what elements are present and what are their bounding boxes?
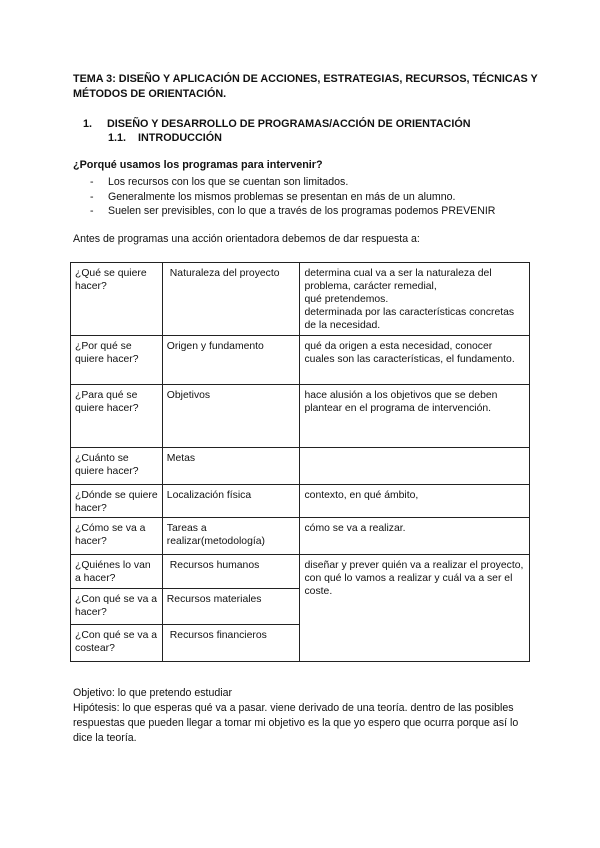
list-item-text: Los recursos con los que se cuentan son limitados.: [108, 176, 349, 188]
dash-bullet: -: [90, 176, 94, 188]
description-cell-merged: diseñar y prever quién va a realizar el proyecto, con qué lo vamos a realizar y cuál va a ser el coste.: [300, 555, 530, 662]
objetivo-note: Objetivo: lo que pretendo estudiar: [73, 687, 233, 699]
concept-cell: Recursos humanos: [162, 555, 300, 589]
concept-cell: Origen y fundamento: [162, 336, 300, 385]
concept-cell: Recursos materiales: [162, 589, 300, 625]
dash-bullet: -: [90, 190, 94, 203]
question-cell: ¿Con qué se va a costear?: [71, 625, 163, 662]
table-row: [71, 518, 530, 555]
table-row: [71, 555, 530, 589]
description-cell: cómo se va a realizar.: [300, 518, 530, 555]
list-item-text: Generalmente los mismos problemas se presentan en más de un alumno.: [108, 190, 456, 203]
concept-cell: Localización física: [162, 485, 300, 518]
question-heading: ¿Porqué usamos los programas para intervenir?: [73, 159, 323, 171]
description-cell: qué da origen a esta necesidad, conocer cuales son las características, el fundamento.: [300, 336, 530, 385]
table-row: [71, 263, 530, 336]
table-row: [71, 336, 530, 385]
section-number: 1.: [83, 118, 93, 130]
planning-table: [70, 262, 530, 662]
list-item: [90, 175, 495, 189]
notes-section: [73, 686, 533, 746]
description-cell: [300, 448, 530, 485]
subsection-number: 1.1.: [108, 132, 127, 144]
subsection-heading-text: INTRODUCCIÓN: [138, 132, 222, 144]
dash-bullet: -: [90, 205, 94, 217]
question-cell: ¿Con qué se va a hacer?: [71, 589, 163, 625]
question-cell: ¿Quiénes lo van a hacer?: [71, 555, 163, 589]
section-heading: [83, 117, 471, 131]
reasons-list: [90, 175, 495, 219]
concept-cell: Tareas a realizar(metodología): [162, 518, 300, 555]
section-heading-text: DISEÑO Y DESARROLLO DE PROGRAMAS/ACCIÓN DE ORIENTACIÓN: [107, 118, 471, 130]
table-row: [71, 385, 530, 448]
description-cell: hace alusión a los objetivos que se deben plantear en el programa de intervención.: [300, 385, 530, 448]
question-cell: ¿Qué se quiere hacer?: [71, 263, 163, 336]
question-cell: ¿Dónde se quiere hacer?: [71, 485, 163, 518]
list-item-text: Suelen ser previsibles, con lo que a través de los programas podemos PREVENIR: [108, 205, 496, 217]
table-row: [71, 448, 530, 485]
list-item: [90, 190, 495, 204]
question-cell: ¿Para qué se quiere hacer?: [71, 385, 163, 448]
question-cell: ¿Por qué se quiere hacer?: [71, 336, 163, 385]
concept-cell: Naturaleza del proyecto: [162, 263, 300, 336]
subsection-heading: [108, 131, 222, 145]
concept-cell: Objetivos: [162, 385, 300, 448]
question-cell: ¿Cuánto se quiere hacer?: [71, 448, 163, 485]
list-item: [90, 204, 495, 218]
concept-cell: Metas: [162, 448, 300, 485]
intro-paragraph: Antes de programas una acción orientadora debemos de dar respuesta a:: [73, 233, 420, 245]
document-title: TEMA 3: DISEÑO Y APLICACIÓN DE ACCIONES, ESTRATEGIAS, RECURSOS, TÉCNICAS Y MÉTODOS DE ORIENTACIÓN.: [73, 73, 538, 100]
description-cell: contexto, en qué ámbito,: [300, 485, 530, 518]
table-row: [71, 485, 530, 518]
hipotesis-note: Hipótesis: lo que esperas qué va a pasar. viene derivado de una teoría. dentro de las posibles respuestas que pueden llegar a tomar mi objetivo es la que yo espero que ocurra porque así lo dice la teoría.: [73, 702, 519, 744]
question-cell: ¿Cómo se va a hacer?: [71, 518, 163, 555]
description-cell: determina cual va a ser la naturaleza del problema, carácter remedial, qué pretendemos. determinada por las características concretas de la necesidad.: [300, 263, 530, 336]
concept-cell: Recursos financieros: [162, 625, 300, 662]
